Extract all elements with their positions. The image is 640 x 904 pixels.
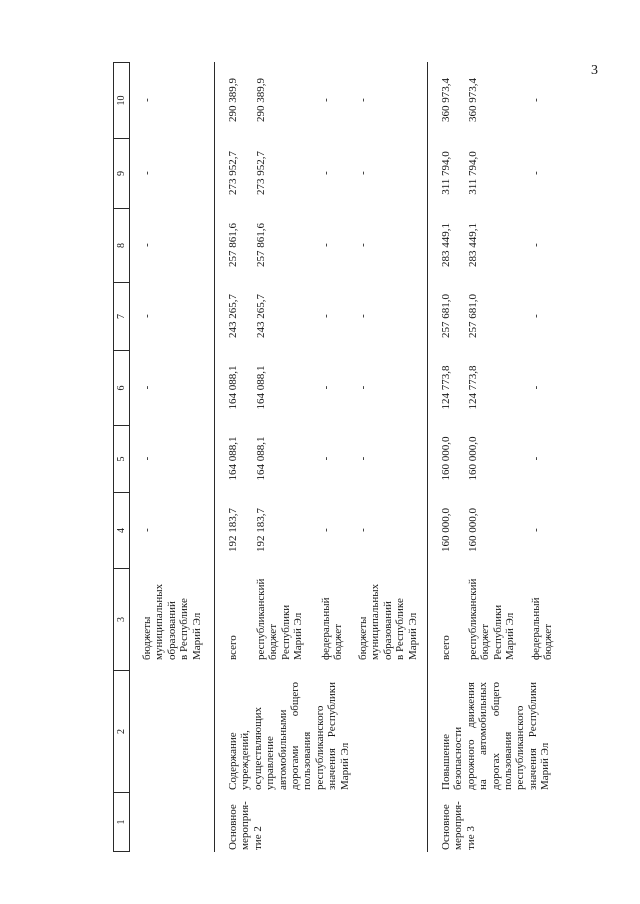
column-number-header: 1 <box>113 792 130 852</box>
text-line: бюджет <box>332 624 345 660</box>
amount-cell: - <box>530 243 542 247</box>
amount-cell: 243 265,7 <box>227 294 239 338</box>
text-line: бюджет <box>542 624 555 660</box>
amount-cell: - <box>320 171 332 175</box>
column-number-header: 8 <box>113 208 130 282</box>
amount-cell: 290 389,9 <box>255 78 267 122</box>
text-line: всего <box>440 635 452 660</box>
text-line: учреждений, <box>239 730 252 790</box>
text-line: муниципальных <box>369 583 382 660</box>
amount-cell: 290 389,9 <box>227 78 239 122</box>
amount-cell: 124 773,8 <box>467 365 479 410</box>
amount-cell: - <box>357 456 369 461</box>
text-line: мероприя- <box>452 801 465 850</box>
amount-cell: - <box>357 243 369 247</box>
text-line: автомобильными <box>276 709 289 790</box>
amount-cell: 257 681,0 <box>440 294 452 338</box>
amount-cell: - <box>320 243 332 247</box>
text-line: Марий Эл <box>292 612 305 660</box>
amount-cell: 273 952,7 <box>255 151 267 195</box>
amount-cell: 124 773,8 <box>440 365 452 410</box>
amount-cell: - <box>141 171 153 175</box>
text-line: образований <box>381 601 394 660</box>
text-line: Основное <box>227 804 239 850</box>
text-line: Марий Эл <box>539 742 552 790</box>
amount-cell: - <box>530 456 542 461</box>
activity-code-cell <box>215 792 428 852</box>
text-line: республиканского <box>514 705 527 790</box>
amount-cell: 160 000,0 <box>440 436 452 481</box>
amount-cell: - <box>357 98 369 102</box>
column-number-header: 3 <box>113 568 130 670</box>
column-number-header: 10 <box>113 62 130 138</box>
column-number-header: 5 <box>113 425 130 492</box>
text-line: тие 3 <box>464 826 477 850</box>
amount-cell: - <box>141 456 153 461</box>
amount-cell: 160 000,0 <box>440 508 452 552</box>
amount-cell: 360 973,4 <box>467 78 479 122</box>
text-line: на автомобильных <box>477 682 490 790</box>
column-number-header: 6 <box>113 350 130 425</box>
funding-source-cell <box>320 568 357 670</box>
text-line: дорогами общего <box>289 682 302 790</box>
funding-source-cell <box>428 568 467 670</box>
amount-cell: - <box>530 171 542 175</box>
amount-cell: 164 088,1 <box>255 365 267 410</box>
amount-cell: - <box>530 98 542 102</box>
funding-source-cell <box>357 568 428 670</box>
text-line: бюджеты <box>357 616 369 660</box>
amount-cell: - <box>141 243 153 247</box>
funding-source-cell <box>255 568 320 670</box>
amount-cell: - <box>320 456 332 461</box>
amount-cell: - <box>141 385 153 390</box>
text-line: федеральный <box>320 597 332 660</box>
text-line: Марий Эл <box>190 612 203 660</box>
amount-cell: 257 861,6 <box>255 223 267 267</box>
text-line: Республики <box>491 604 504 660</box>
column-number-header: 2 <box>113 670 130 792</box>
amount-cell: 283 449,1 <box>467 223 479 267</box>
text-line: Марий Эл <box>406 612 419 660</box>
amount-cell: - <box>357 171 369 175</box>
text-line: тие 2 <box>251 826 264 850</box>
funding-source-cell <box>130 568 215 670</box>
funding-source-cell <box>530 568 565 670</box>
text-line: бюджеты <box>141 616 153 660</box>
text-line: пользования <box>502 731 515 790</box>
text-line: значения Республики <box>526 682 539 790</box>
text-line: управление <box>264 736 277 790</box>
amount-cell: 160 000,0 <box>467 508 479 552</box>
amount-cell: 160 000,0 <box>467 436 479 481</box>
text-line: Республики <box>279 604 292 660</box>
text-line: муниципальных <box>153 583 166 660</box>
amount-cell: 192 183,7 <box>227 508 239 552</box>
text-line: республиканский <box>255 578 267 660</box>
activity-name-cell <box>215 670 428 792</box>
amount-cell: 273 952,7 <box>227 151 239 195</box>
amount-cell: - <box>357 385 369 390</box>
amount-cell: 164 088,1 <box>255 436 267 481</box>
column-number-header: 4 <box>113 492 130 568</box>
amount-cell: 164 088,1 <box>227 365 239 410</box>
text-line: республиканского <box>313 705 326 790</box>
amount-cell: - <box>320 314 332 318</box>
column-number-header: 9 <box>113 138 130 208</box>
amount-cell: - <box>357 314 369 318</box>
funding-table <box>113 62 565 852</box>
amount-cell: - <box>530 314 542 318</box>
text-line: Марий Эл <box>504 612 517 660</box>
text-line: Содержание <box>227 732 239 790</box>
amount-cell: 360 973,4 <box>440 78 452 122</box>
amount-cell: - <box>141 528 153 532</box>
text-line: дорожного движения <box>464 682 477 790</box>
activity-code-cell <box>428 792 565 852</box>
amount-cell: - <box>320 385 332 390</box>
text-line: безопасности <box>452 726 465 790</box>
amount-cell: 283 449,1 <box>440 223 452 267</box>
text-line: республиканский <box>467 578 479 660</box>
amount-cell: 311 794,0 <box>467 151 479 195</box>
amount-cell: 243 265,7 <box>255 294 267 338</box>
text-line: образований <box>165 601 178 660</box>
amount-cell: - <box>141 314 153 318</box>
activity-name-cell <box>428 670 565 792</box>
text-line: в Республике <box>178 598 191 660</box>
text-line: Основное <box>440 804 452 850</box>
amount-cell: 311 794,0 <box>440 151 452 195</box>
amount-cell: - <box>320 98 332 102</box>
funding-source-cell <box>467 568 530 670</box>
amount-cell: - <box>141 98 153 102</box>
text-line: в Республике <box>394 598 407 660</box>
text-line: федеральный <box>530 597 542 660</box>
text-line: пользования <box>301 731 314 790</box>
amount-cell: - <box>530 528 542 532</box>
amount-cell: - <box>320 528 332 532</box>
amount-cell: 257 681,0 <box>467 294 479 338</box>
text-line: бюджет <box>479 624 492 660</box>
funding-source-cell <box>215 568 255 670</box>
amount-cell: 257 861,6 <box>227 223 239 267</box>
text-line: Повышение <box>440 733 452 790</box>
column-number-header: 7 <box>113 282 130 350</box>
amount-cell: - <box>530 385 542 390</box>
text-line: всего <box>227 635 239 660</box>
text-line: мероприя- <box>239 801 252 850</box>
text-line: значения Республики <box>326 682 339 790</box>
text-line: осуществляющих <box>251 707 264 790</box>
amount-cell: - <box>357 528 369 532</box>
amount-cell: 192 183,7 <box>255 508 267 552</box>
amount-cell: 164 088,1 <box>227 436 239 481</box>
page-number: 3 <box>591 63 598 78</box>
text-line: бюджет <box>267 624 280 660</box>
text-line: Марий Эл <box>338 742 351 790</box>
text-line: дорогах общего <box>489 682 502 790</box>
